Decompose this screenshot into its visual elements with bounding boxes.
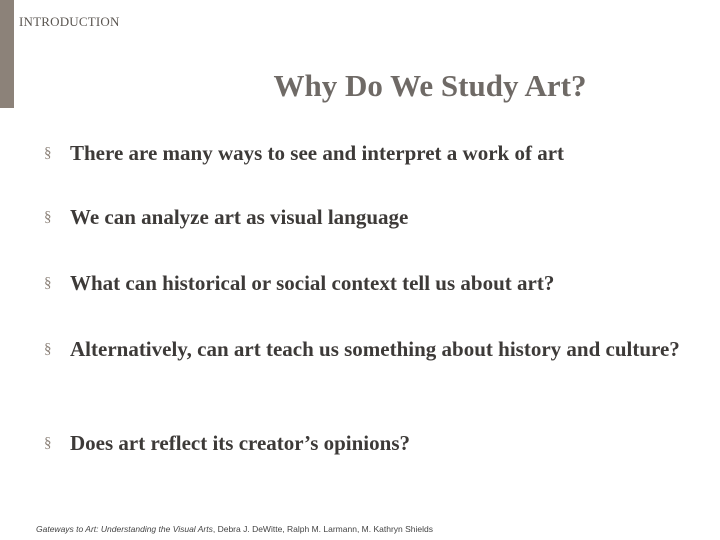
bullet-text: There are many ways to see and interpret a work of art [70, 141, 565, 165]
book-authors: , Debra J. DeWitte, Ralph M. Larmann, M. Kathryn Shields [212, 524, 434, 534]
book-title: Gateways to Art: Understanding the Visual Arts [36, 524, 213, 534]
bullet-marker-icon: § [44, 341, 52, 357]
bullet-item [44, 334, 694, 364]
section-label: INTRODUCTION [19, 14, 120, 29]
bullet-item [44, 138, 564, 168]
bullet-marker-icon: § [44, 209, 52, 225]
bullet-text: We can analyze art as visual language [70, 205, 409, 229]
bullet-item [44, 268, 554, 298]
citation-footer [36, 524, 433, 534]
bullet-text: What can historical or social context tell us about art? [70, 271, 555, 295]
bullet-item [44, 202, 408, 232]
slide-title [0, 68, 720, 104]
slide-title-text: Why Do We Study Art? [273, 68, 587, 103]
bullet-text: Does art reflect its creator’s opinions? [70, 431, 410, 455]
bullet-marker-icon: § [44, 145, 52, 161]
bullet-marker-icon: § [44, 275, 52, 291]
bullet-item [44, 428, 410, 458]
bullet-text: Alternatively, can art teach us something about history and culture? [70, 337, 680, 361]
bullet-marker-icon: § [44, 435, 52, 451]
